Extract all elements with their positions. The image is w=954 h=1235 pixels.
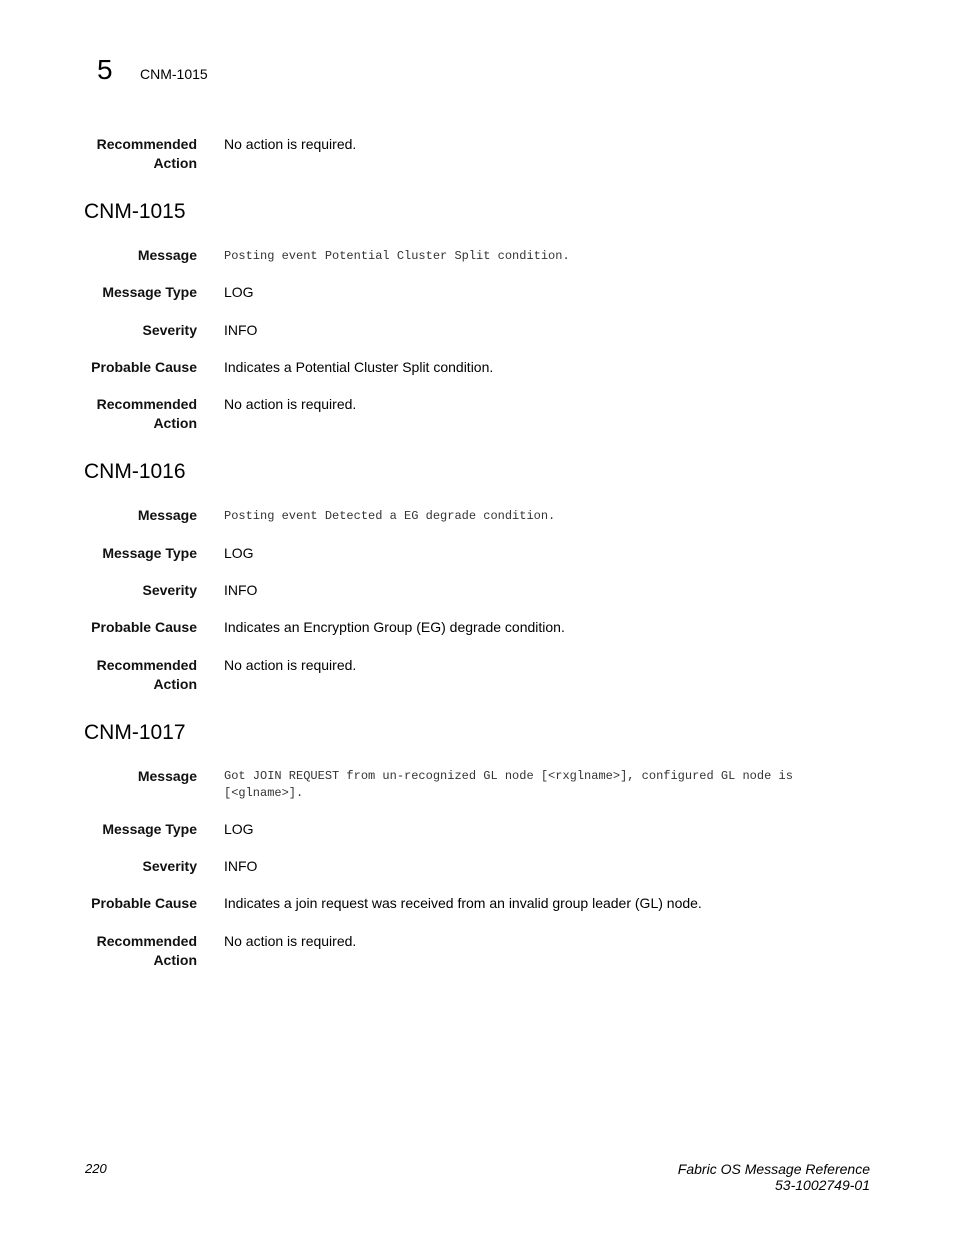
chapter-number: 5 <box>97 54 113 85</box>
recommended-action-label: Recommended Action <box>96 933 197 968</box>
entry-heading: CNM-1017 <box>84 721 186 744</box>
entry-heading: CNM-1015 <box>84 200 186 223</box>
message-type-label: Message Type <box>102 821 197 837</box>
message-value: Got JOIN REQUEST from un-recognized GL node [<rxglname>], configured GL node is [<glname>]. <box>224 769 793 800</box>
message-type-label: Message Type <box>102 545 197 561</box>
recommended-action-value: No action is required. <box>224 933 357 949</box>
message-type-value: LOG <box>224 821 254 837</box>
severity-value: INFO <box>224 858 258 874</box>
entry-heading: CNM-1016 <box>84 460 186 483</box>
message-type-label: Message Type <box>102 284 197 300</box>
severity-label: Severity <box>142 322 197 338</box>
message-label: Message <box>137 247 197 263</box>
recommended-action-value: No action is required. <box>224 136 357 152</box>
footer-book-info <box>678 1161 870 1193</box>
message-label: Message <box>137 768 197 784</box>
message-value: Posting event Potential Cluster Split condition. <box>224 249 570 263</box>
book-title: Fabric OS Message Reference <box>677 1161 870 1177</box>
message-type-value: LOG <box>224 545 254 561</box>
recommended-action-label: Recommended Action <box>96 657 197 692</box>
running-head: CNM-1015 <box>140 66 208 82</box>
recommended-action-label: Recommended Action <box>96 136 197 171</box>
recommended-action-value: No action is required. <box>224 396 357 412</box>
message-label: Message <box>137 507 197 523</box>
severity-value: INFO <box>224 322 258 338</box>
page-number: 220 <box>85 1161 107 1176</box>
message-value: Posting event Detected a EG degrade condition. <box>224 509 556 523</box>
message-type-value: LOG <box>224 284 254 300</box>
recommended-action-value: No action is required. <box>224 657 357 673</box>
probable-cause-label: Probable Cause <box>91 359 197 375</box>
probable-cause-label: Probable Cause <box>91 619 197 635</box>
doc-number: 53-1002749-01 <box>775 1177 870 1193</box>
severity-value: INFO <box>224 582 258 598</box>
probable-cause-value: Indicates a Potential Cluster Split condition. <box>224 359 494 375</box>
recommended-action-label: Recommended Action <box>96 396 197 431</box>
severity-label: Severity <box>142 582 197 598</box>
probable-cause-label: Probable Cause <box>91 895 197 911</box>
severity-label: Severity <box>142 858 197 874</box>
probable-cause-value: Indicates a join request was received from an invalid group leader (GL) node. <box>224 895 702 911</box>
probable-cause-value: Indicates an Encryption Group (EG) degrade condition. <box>224 619 565 635</box>
